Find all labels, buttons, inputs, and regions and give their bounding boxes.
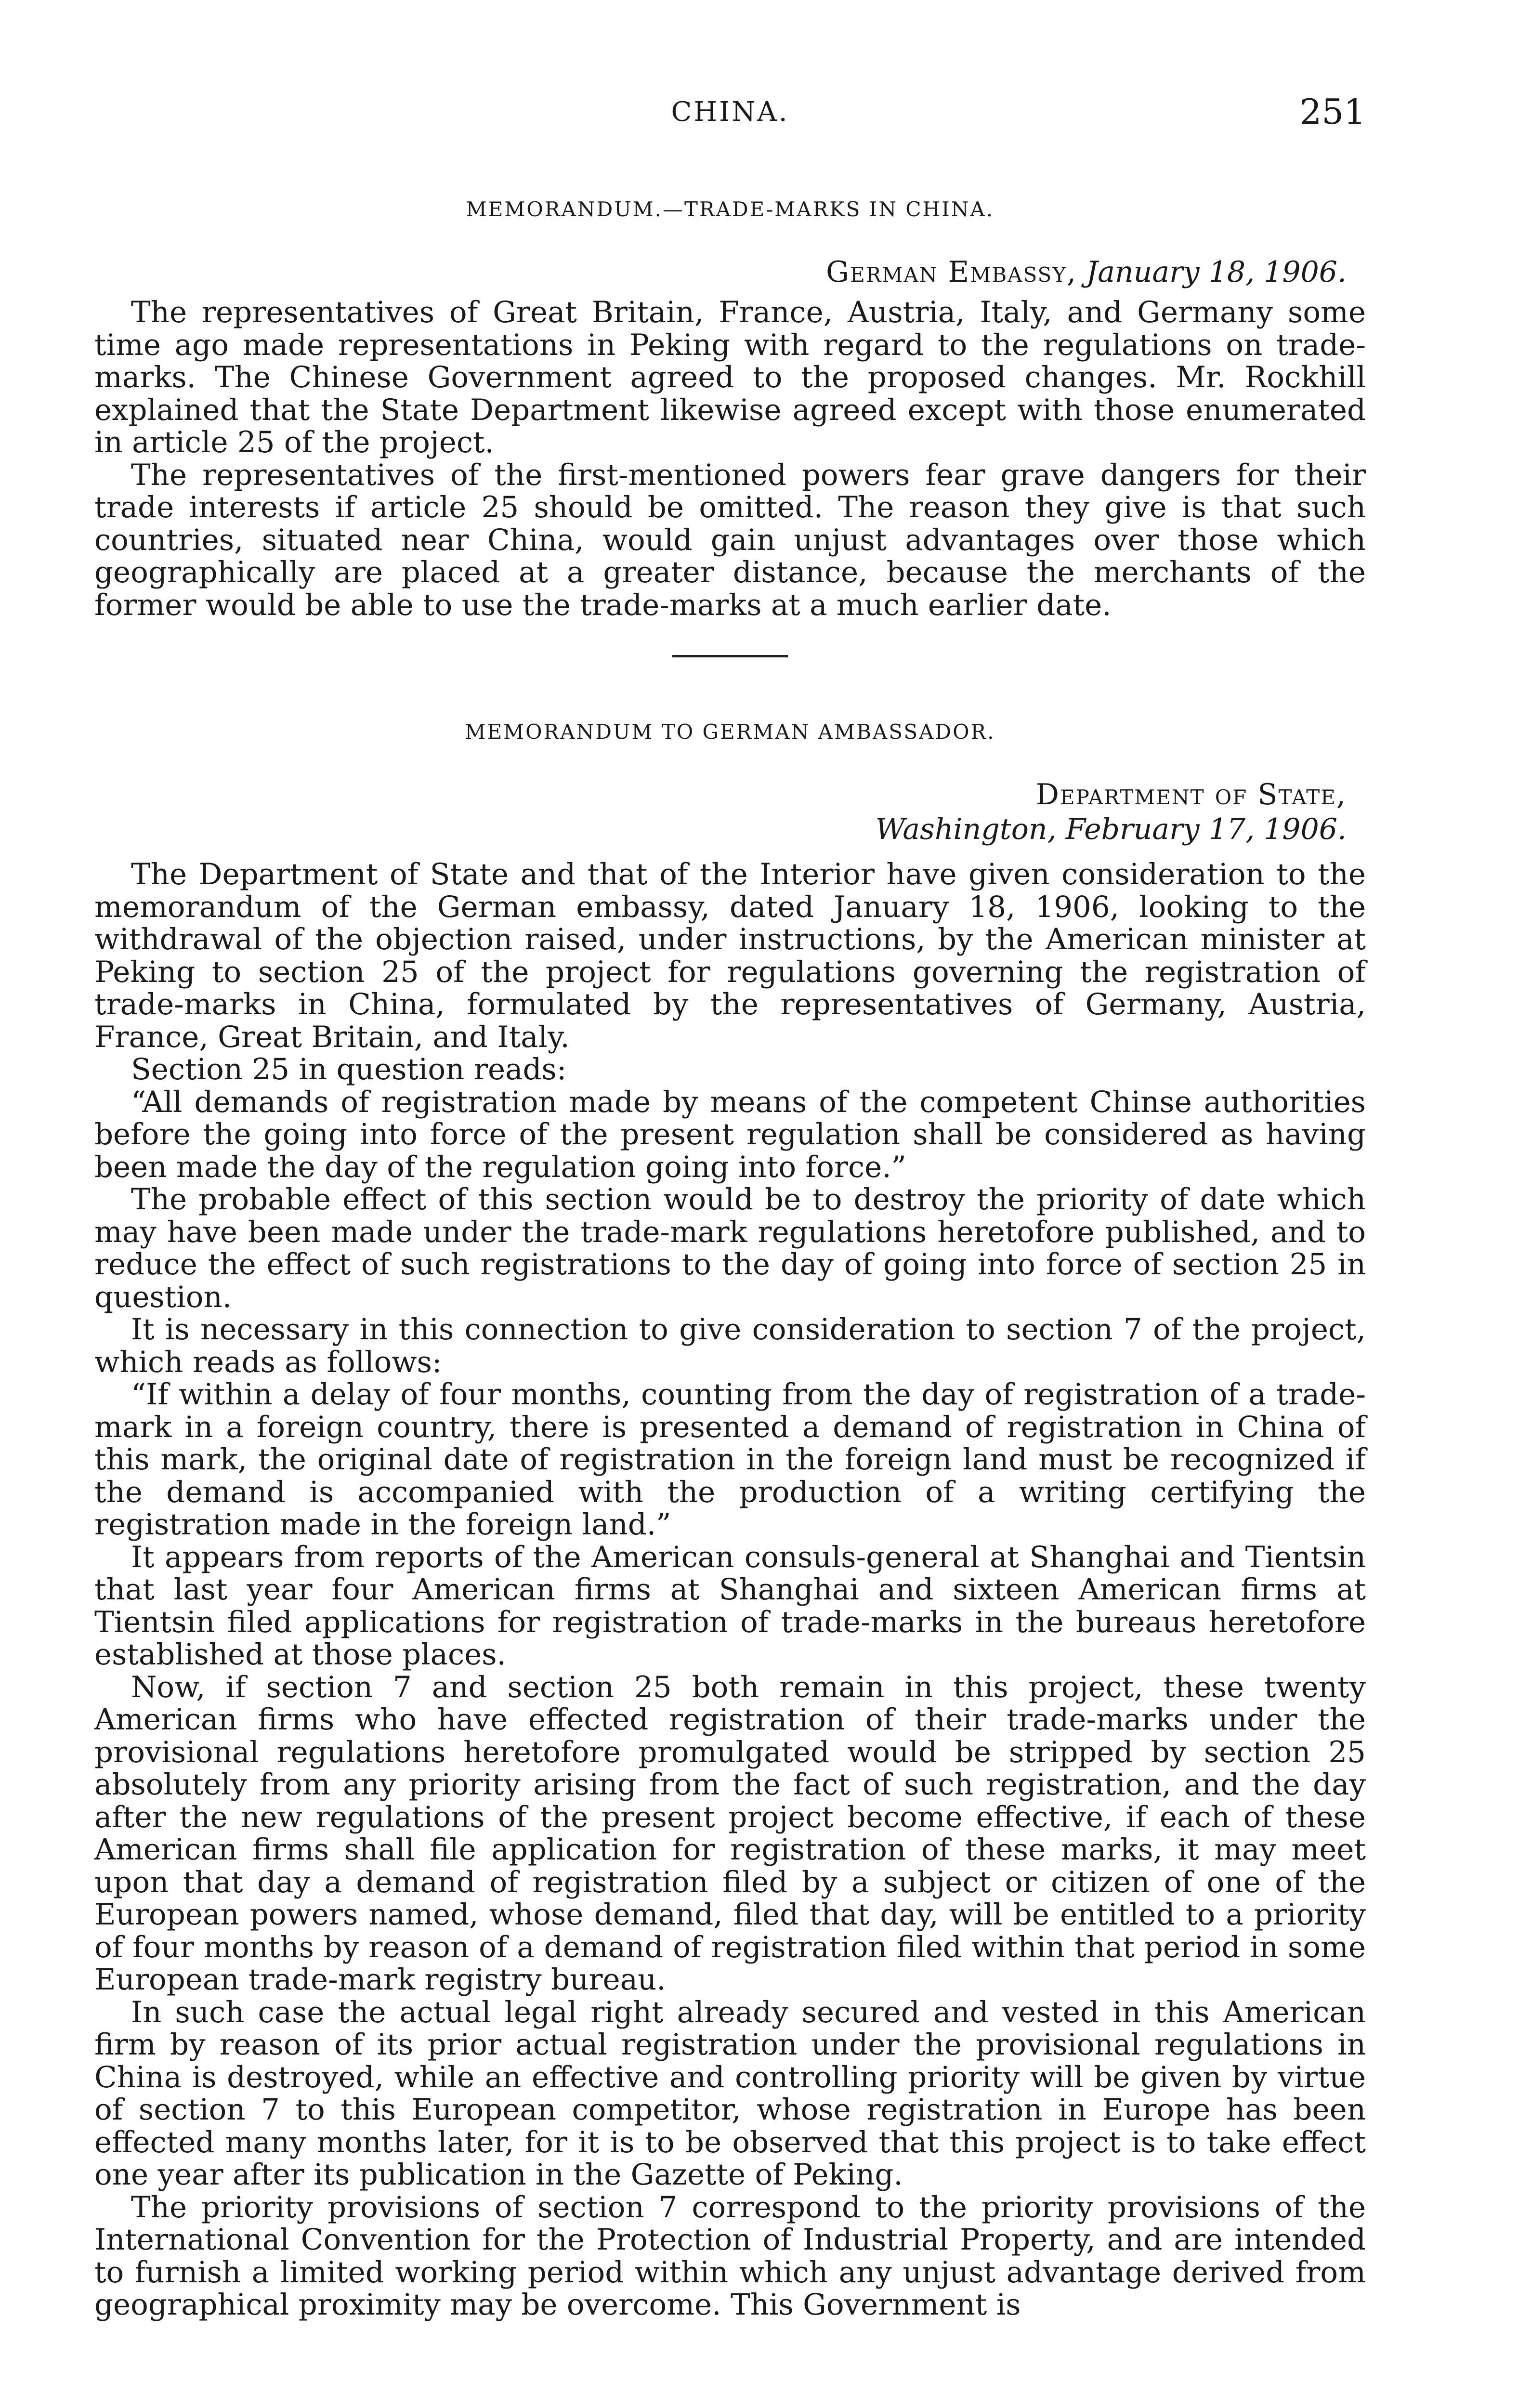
memo2-paragraph-7: It appears from reports of the American consuls-general at Shanghai and Tientsin that last year four American firms at Shanghai and sixteen American firms at Tientsin filed applications for registration of trade-marks in the bureaus heretofore established at those places. xyxy=(94,1540,1366,1672)
memo2-paragraph-10: The priority provisions of section 7 correspond to the priority provisions of the International Convention for the Protection of Industrial Property, and are intended to furnish a limited working period within which any unjust advantage derived from geographical proximity may be overcome. This Government is xyxy=(94,2190,1366,2322)
memo2-paragraph-4: The probable effect of this section would be to destroy the priority of date which may have been made under the trade-mark regulations heretofore published, and to reduce the effect of such registrations to the day of going into force of section 25 in question. xyxy=(94,1182,1366,1314)
memo1-sender: German Embassy, xyxy=(826,255,1077,289)
memo2-sender: Department of State, xyxy=(1035,778,1347,811)
memo2-paragraph-2: Section 25 in question reads: xyxy=(131,1052,567,1086)
memo1-paragraph-1: The representatives of Great Britain, France, Austria, Italy, and Germany some time ago made representations in Peking with regard to the regulations on trade-marks. The Chinese Government agreed to the proposed changes. Mr. Rockhill explained that the State Department likewise agreed except with those enumerated in article 25 of the project. xyxy=(94,295,1366,459)
memo1-dateline xyxy=(94,255,1366,289)
memo2-place-date: Washington, February 17, 1906. xyxy=(875,812,1347,846)
memo2-paragraph-8: Now, if section 7 and section 25 both remain in this project, these twenty American firms who have effected registration of their trade-marks under the provisional regulations heretofore promulgated would be stripped by section 25 absolutely from any priority arising from the fact of such registration, and the day after the new regulations of the present project become effective, if each of these American firms shall file application for registration of these marks, it may meet upon that day a demand of registration filed by a subject or citizen of one of the European powers named, whose demand, filed that day, will be entitled to a priority of four months by reason of a demand of registration filed within that period in some European trade-mark registry bureau. xyxy=(94,1670,1366,1997)
page-header xyxy=(94,87,1366,140)
text-column xyxy=(94,87,1366,2321)
memo2-title: MEMORANDUM TO GERMAN AMBASSADOR. xyxy=(465,720,995,744)
memo2-paragraph-3: “All demands of registration made by means of the competent Chinse authorities before the going into force of the present regulation shall be considered as having been made the day of the regulation going into force.” xyxy=(94,1085,1366,1184)
memo1-paragraph-2: The representatives of the first-mentioned powers fear grave dangers for their trade interests if article 25 should be omitted. The reason they give is that such countries, situated near China, would gain unjust advantages over those which geographically are placed at a greater distance, because the merchants of the former would be able to use the trade-marks at a much earlier date. xyxy=(94,458,1366,622)
memo1-title: MEMORANDUM.—TRADE-MARKS IN CHINA. xyxy=(466,197,995,221)
memo2-paragraph-5: It is necessary in this connection to give consideration to section 7 of the project, which reads as follows: xyxy=(94,1312,1366,1379)
memo2-paragraph-9: In such case the actual legal right already secured and vested in this American firm by reason of its prior actual registration under the provisional regulations in China is destroyed, while an effective and controlling priority will be given by virtue of section 7 to this European competitor, whose registration in Europe has been effected many months later, for it is to be observed that this project is to take effect one year after its publication in the Gazette of Peking. xyxy=(94,1995,1366,2192)
page-number: 251 xyxy=(1299,92,1366,132)
running-head: CHINA. xyxy=(671,96,789,128)
memo2-paragraph-6: “If within a delay of four months, counting from the day of registration of a trade-mark in a foreign country, there is presented a demand of registration in China of this mark, the original date of registration in the foreign land must be recognized if the demand is accompanied with the production of a writing certifying the registration made in the foreign land.” xyxy=(94,1377,1366,1542)
memo2-paragraph-1: The Department of State and that of the Interior have given consideration to the memorandum of the German embassy, dated January 18, 1906, looking to the withdrawal of the objection raised, under instructions, by the American minister at Peking to section 25 of the project for regulations governing the registration of trade-marks in China, formulated by the representatives of Germany, Austria, France, Great Britain, and Italy. xyxy=(94,857,1366,1054)
memo1-date: January 18, 1906. xyxy=(1086,255,1347,289)
